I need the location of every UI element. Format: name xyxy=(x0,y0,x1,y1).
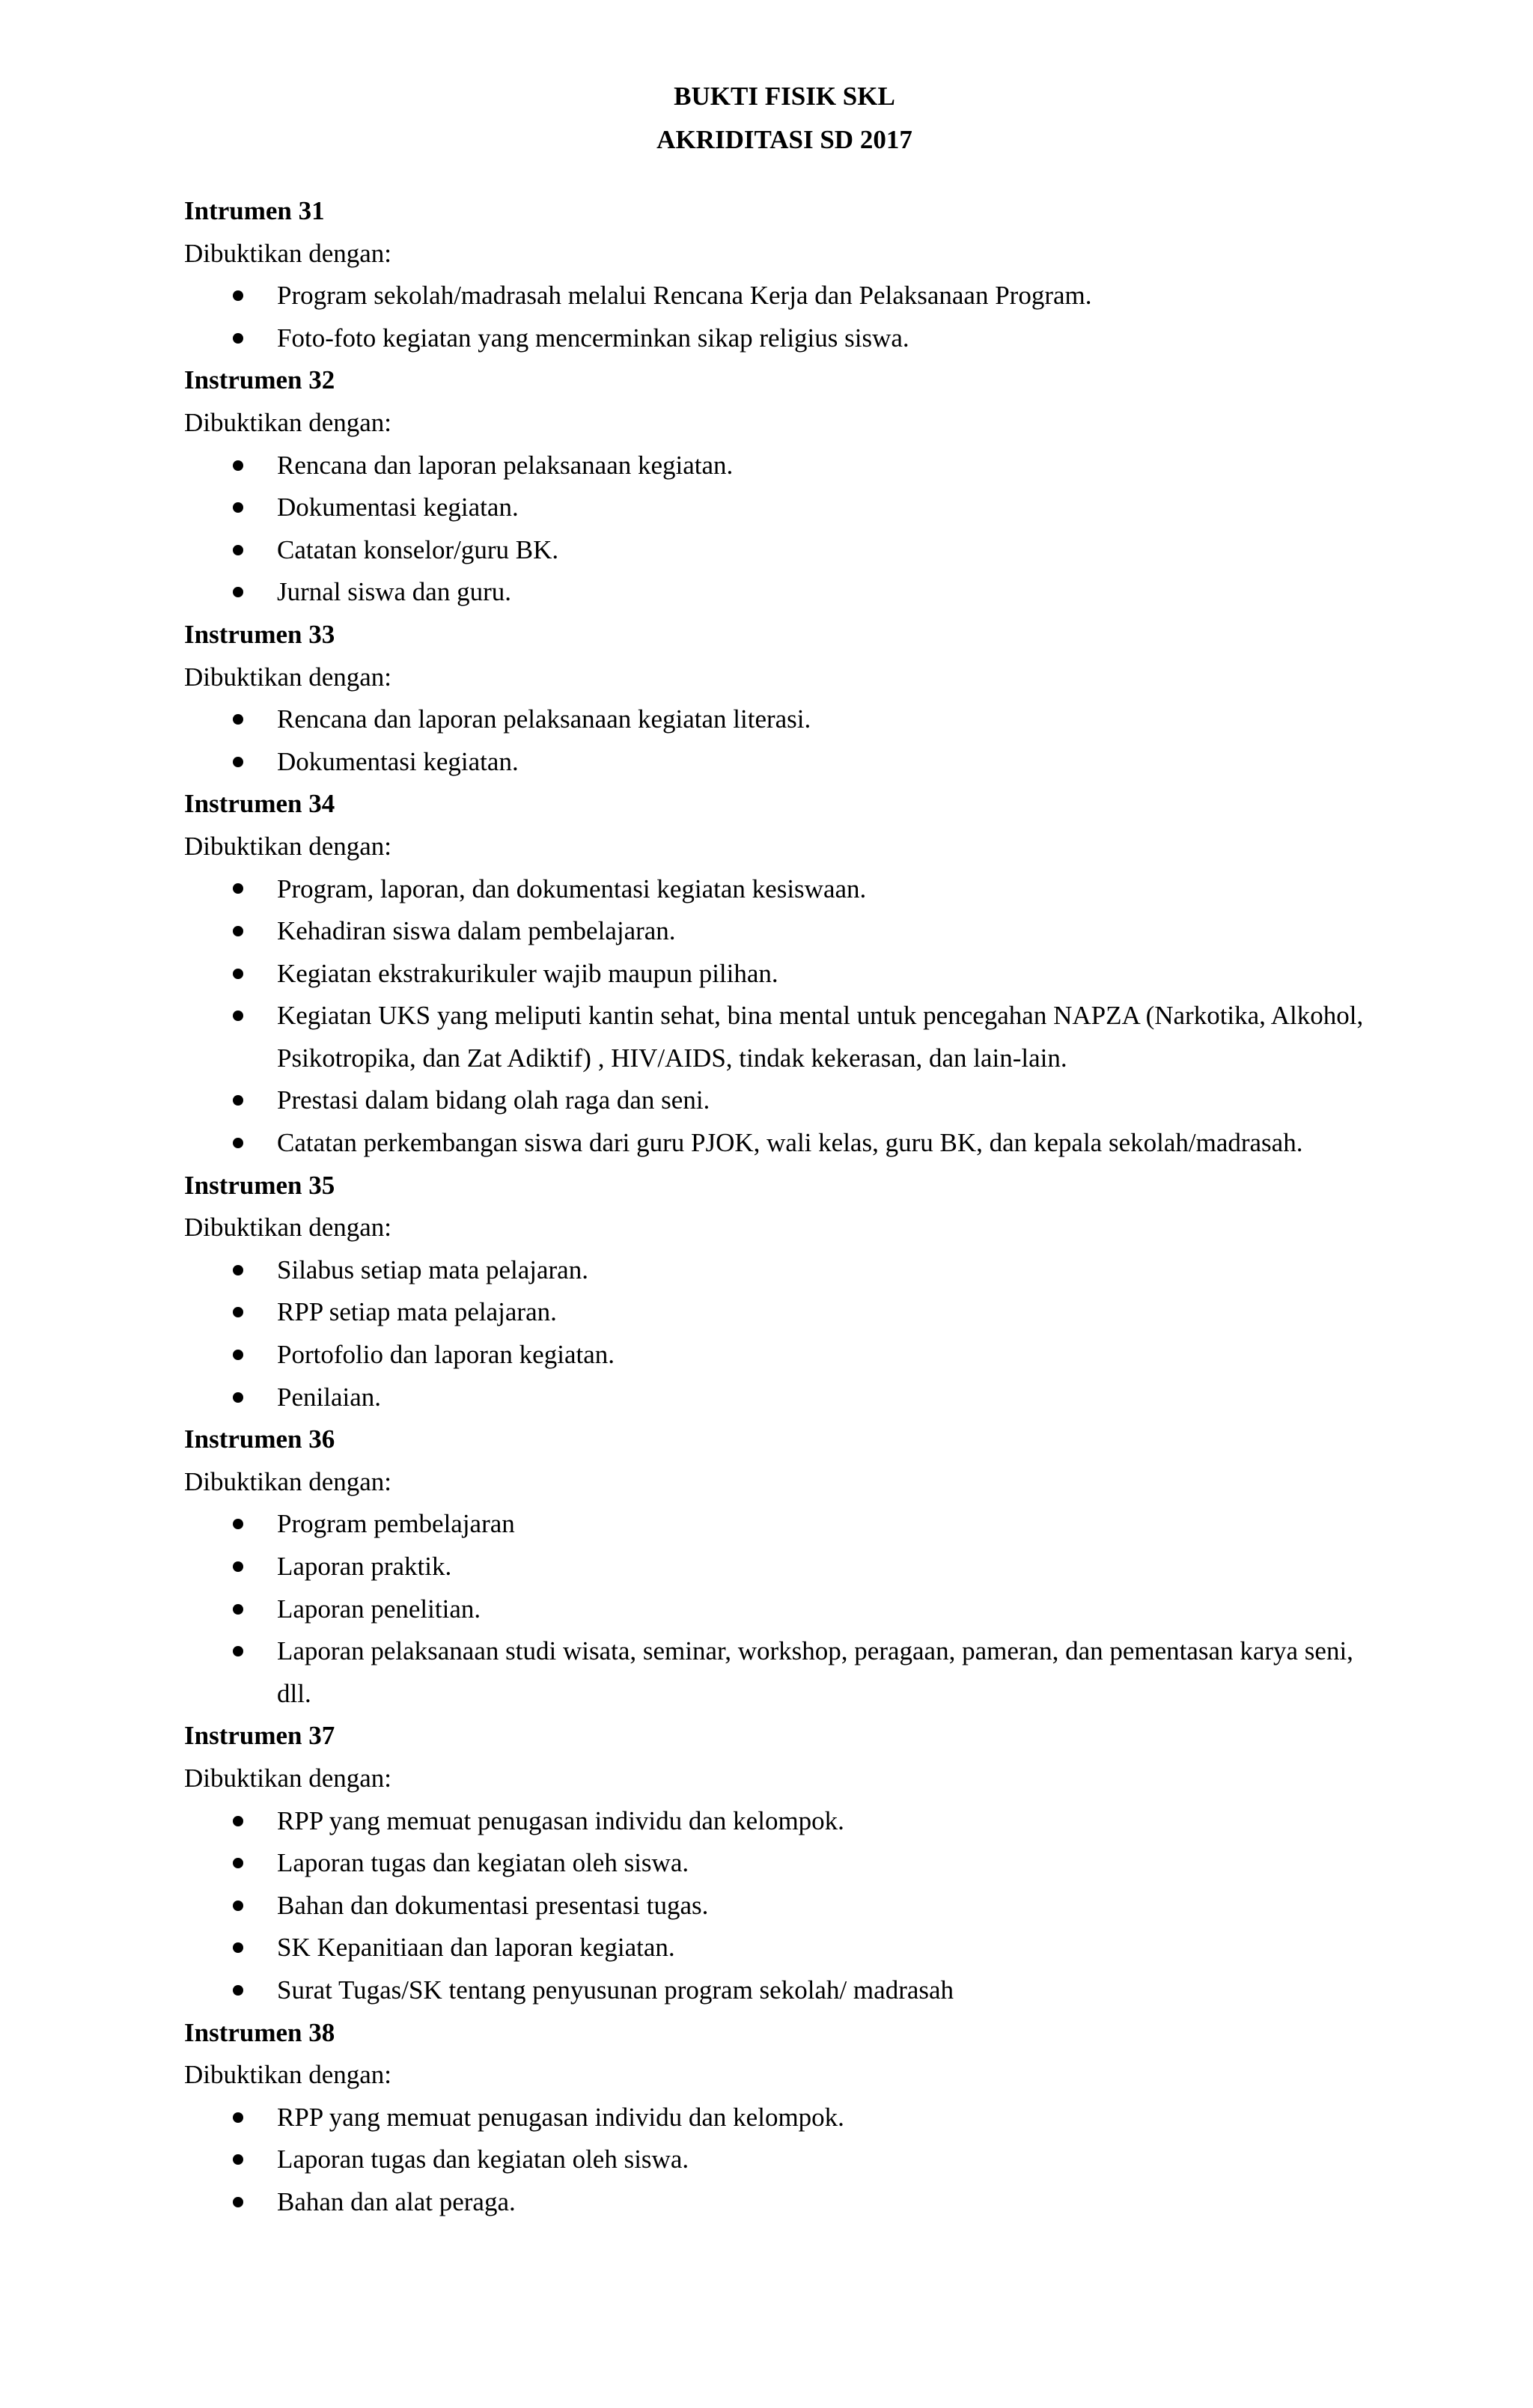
instrument-section xyxy=(184,1165,1382,1419)
evidence-intro: Dibuktikan dengan: xyxy=(184,2060,392,2090)
evidence-item xyxy=(184,868,1382,911)
document-header xyxy=(0,75,1533,162)
evidence-item xyxy=(184,275,1382,317)
instrument-section xyxy=(184,1418,1382,1715)
evidence-item xyxy=(184,1122,1382,1165)
evidence-item xyxy=(184,953,1382,996)
instrument-title: Instrumen 38 xyxy=(184,2017,335,2047)
evidence-item xyxy=(184,2139,1382,2181)
bullet-icon xyxy=(231,529,246,572)
bullet-icon xyxy=(231,995,246,1037)
evidence-item xyxy=(184,1334,1382,1377)
bullet-icon xyxy=(231,571,246,614)
evidence-item xyxy=(184,317,1382,360)
evidence-item xyxy=(184,1800,1382,1843)
evidence-item-text: Laporan praktik. xyxy=(277,1552,452,1581)
evidence-item xyxy=(184,1079,1382,1122)
evidence-item xyxy=(184,1969,1382,2012)
evidence-item-text: Program pembelajaran xyxy=(277,1509,515,1539)
evidence-item-text: Laporan tugas dan kegiatan oleh siswa. xyxy=(277,2145,689,2174)
bullet-icon xyxy=(231,953,246,996)
evidence-item-text: Laporan pelaksanaan studi wisata, seminar, workshop, peragaan, pameran, dan pementasan karya seni, dll. xyxy=(277,1636,1353,1708)
bullet-icon xyxy=(231,698,246,741)
evidence-item xyxy=(184,487,1382,529)
evidence-intro: Dibuktikan dengan: xyxy=(184,831,392,861)
evidence-item-text: Bahan dan alat peraga. xyxy=(277,2186,516,2216)
evidence-item xyxy=(184,1249,1382,1292)
bullet-icon xyxy=(231,1588,246,1631)
evidence-item xyxy=(184,1588,1382,1631)
instrument-title: Instrumen 33 xyxy=(184,619,335,649)
evidence-item-text: Catatan konselor/guru BK. xyxy=(277,534,559,564)
evidence-intro: Dibuktikan dengan: xyxy=(184,1466,392,1496)
evidence-list xyxy=(184,1503,1382,1715)
evidence-item-text: Dokumentasi kegiatan. xyxy=(277,746,519,776)
evidence-item-text: SK Kepanitiaan dan laporan kegiatan. xyxy=(277,1933,675,1963)
instrument-title: Instrumen 32 xyxy=(184,365,335,395)
evidence-item xyxy=(184,1885,1382,1927)
evidence-item-text: Bahan dan dokumentasi presentasi tugas. xyxy=(277,1890,709,1920)
instrument-title: Instrumen 37 xyxy=(184,1721,335,1751)
evidence-list xyxy=(184,868,1382,1165)
evidence-item-text: Laporan tugas dan kegiatan oleh siswa. xyxy=(277,1848,689,1878)
document-title: BUKTI FISIK SKL xyxy=(674,82,895,111)
document-subtitle: AKRIDITASI SD 2017 xyxy=(656,125,912,154)
evidence-item xyxy=(184,995,1382,1079)
evidence-item-text: Program sekolah/madrasah melalui Rencana Kerja dan Pelaksanaan Program. xyxy=(277,281,1092,311)
bullet-icon xyxy=(231,317,246,360)
evidence-item xyxy=(184,741,1382,784)
bullet-icon xyxy=(231,868,246,911)
bullet-icon xyxy=(231,1842,246,1885)
bullet-icon xyxy=(231,1334,246,1377)
evidence-intro: Dibuktikan dengan: xyxy=(184,1763,392,1793)
evidence-item xyxy=(184,571,1382,614)
evidence-item-text: RPP yang memuat penugasan individu dan kelompok. xyxy=(277,1805,844,1835)
bullet-icon xyxy=(231,1291,246,1334)
evidence-item xyxy=(184,2181,1382,2224)
instrument-title: Instrumen 34 xyxy=(184,789,335,819)
bullet-icon xyxy=(231,1546,246,1588)
evidence-item-text: Kegiatan UKS yang meliputi kantin sehat, bina mental untuk pencegahan NAPZA (Narkotika, Alkohol, Psikotropika, dan Zat Adiktif) , HIV/AIDS, tindak kekerasan, dan lain-lain. xyxy=(277,1001,1364,1073)
evidence-item-text: Program, laporan, dan dokumentasi kegiatan kesiswaan. xyxy=(277,874,867,903)
evidence-list xyxy=(184,275,1382,359)
evidence-item xyxy=(184,1546,1382,1588)
evidence-item-text: Penilaian. xyxy=(277,1382,381,1412)
evidence-item-text: RPP yang memuat penugasan individu dan kelompok. xyxy=(277,2102,844,2132)
evidence-item-text: RPP setiap mata pelajaran. xyxy=(277,1297,557,1327)
evidence-list xyxy=(184,445,1382,614)
bullet-icon xyxy=(231,2139,246,2181)
bullet-icon xyxy=(231,2097,246,2139)
bullet-icon xyxy=(231,1079,246,1122)
evidence-item-text: Surat Tugas/SK tentang penyusunan program sekolah/ madrasah xyxy=(277,1975,954,2005)
bullet-icon xyxy=(231,1249,246,1292)
bullet-icon xyxy=(231,1885,246,1927)
instrument-section xyxy=(184,614,1382,783)
bullet-icon xyxy=(231,275,246,317)
evidence-list xyxy=(184,698,1382,783)
evidence-item-text: Rencana dan laporan pelaksanaan kegiatan literasi. xyxy=(277,704,811,734)
evidence-item-text: Laporan penelitian. xyxy=(277,1594,481,1624)
evidence-item xyxy=(184,445,1382,487)
evidence-item xyxy=(184,1842,1382,1885)
bullet-icon xyxy=(231,1969,246,2012)
evidence-item xyxy=(184,1630,1382,1715)
evidence-item xyxy=(184,1503,1382,1546)
bullet-icon xyxy=(231,1630,246,1673)
bullet-icon xyxy=(231,487,246,529)
evidence-item xyxy=(184,529,1382,572)
evidence-item-text: Foto-foto kegiatan yang mencerminkan sikap religius siswa. xyxy=(277,323,909,353)
evidence-item-text: Silabus setiap mata pelajaran. xyxy=(277,1255,588,1284)
evidence-item-text: Dokumentasi kegiatan. xyxy=(277,493,519,522)
evidence-item-text: Catatan perkembangan siswa dari guru PJOK, wali kelas, guru BK, dan kepala sekolah/madrasah. xyxy=(277,1128,1303,1158)
evidence-item-text: Rencana dan laporan pelaksanaan kegiatan. xyxy=(277,450,734,480)
evidence-list xyxy=(184,2097,1382,2224)
evidence-list xyxy=(184,1800,1382,2012)
instrument-title: Instrumen 36 xyxy=(184,1424,335,1454)
evidence-item xyxy=(184,2097,1382,2139)
evidence-item xyxy=(184,1377,1382,1419)
instrument-section xyxy=(184,783,1382,1164)
bullet-icon xyxy=(231,910,246,953)
instrument-title: Instrumen 35 xyxy=(184,1170,335,1200)
evidence-item-text: Kehadiran siswa dalam pembelajaran. xyxy=(277,916,676,946)
evidence-intro: Dibuktikan dengan: xyxy=(184,238,392,268)
evidence-intro: Dibuktikan dengan: xyxy=(184,1213,392,1243)
instrument-title: Intrumen 31 xyxy=(184,196,325,225)
evidence-item xyxy=(184,698,1382,741)
evidence-intro: Dibuktikan dengan: xyxy=(184,662,392,692)
evidence-item-text: Portofolio dan laporan kegiatan. xyxy=(277,1340,615,1370)
evidence-item-text: Kegiatan ekstrakurikuler wajib maupun pilihan. xyxy=(277,958,778,988)
bullet-icon xyxy=(231,1503,246,1546)
evidence-intro: Dibuktikan dengan: xyxy=(184,407,392,437)
evidence-item xyxy=(184,1927,1382,1969)
evidence-item-text: Prestasi dalam bidang olah raga dan seni. xyxy=(277,1085,710,1115)
bullet-icon xyxy=(231,1800,246,1843)
evidence-item xyxy=(184,1291,1382,1334)
instrument-section xyxy=(184,1715,1382,2011)
instrument-section xyxy=(184,359,1382,614)
evidence-item-text: Jurnal siswa dan guru. xyxy=(277,577,512,607)
bullet-icon xyxy=(231,1927,246,1969)
evidence-item xyxy=(184,910,1382,953)
instrument-section xyxy=(184,2012,1382,2224)
instrument-section xyxy=(184,190,1382,359)
bullet-icon xyxy=(231,445,246,487)
bullet-icon xyxy=(231,2181,246,2224)
bullet-icon xyxy=(231,1122,246,1165)
bullet-icon xyxy=(231,1377,246,1419)
bullet-icon xyxy=(231,741,246,784)
document-body xyxy=(184,190,1382,2224)
evidence-list xyxy=(184,1249,1382,1418)
